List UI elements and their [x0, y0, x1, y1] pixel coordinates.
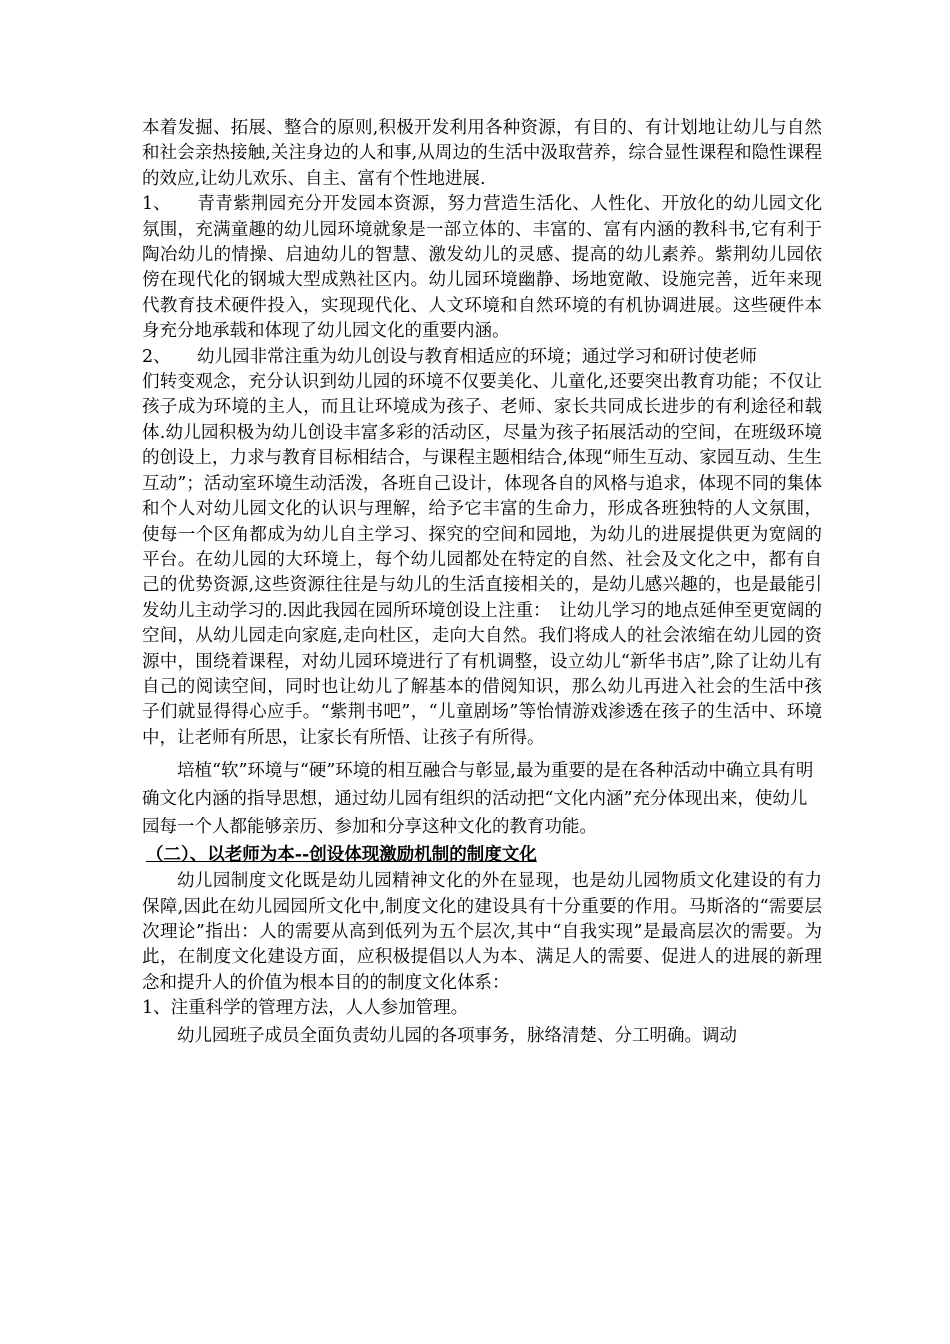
document-page	[142, 116, 822, 1050]
list-item-management: 1、注重科学的管理方法，人人参加管理。	[142, 998, 469, 1019]
list-item-text: 青青紫荆园充分开发园本资源，努力营造生活化、人性化、开放化的幼儿园文化氛围，充满童趣的幼儿园环境就象是一部立体的、丰富的、富有内涵的教科书,它有利于陶冶幼儿的情操、启迪幼儿的智慧、激发幼儿的灵感、提高的幼儿素养。紫荆幼儿园依傍在现代化的钢城大型成熟社区内。幼儿园环境幽静、场地宽敞、设施完善，近年来现代教育技术硬件投入，实现现代化、人文环境和自然环境的有机协调进展。这些硬件本身充分地承载和体现了幼儿园文化的重要内涵。	[142, 194, 822, 342]
paragraph-system-culture: 幼儿园制度文化既是幼儿园精神文化的外在显现，也是幼儿园物质文化建设的有力保障,因此在幼儿园园所文化中,制度文化的建设具有十分重要的作用。马斯洛的“需要层次理论”指出：人的需要从高到低列为五个层次,其中“自我实现”是最高层次的需要。为此，在制度文化建设方面，应积极提倡以人为本、满足人的需要、促进人的进展的新理念和提升人的价值为根本目的的制度文化体系：	[142, 871, 822, 993]
paragraph-resource-principle: 本着发掘、拓展、整合的原则,积极开发利用各种资源，有目的、有计划地让幼儿与自然和社会亲热接触,关注身边的人和事,从周边的生活中汲取营养，综合显性课程和隐性课程的效应,让幼儿欢乐、自主、富有个性地进展.	[142, 118, 822, 189]
section-heading: （二）、以老师为本--创设体现激励机制的制度文化	[146, 845, 537, 866]
list-number: 1、	[142, 194, 171, 215]
paragraph-environment: 们转变观念，充分认识到幼儿园的环境不仅要美化、儿童化,还要突出教育功能；不仅让孩子成为环境的主人，而且让环境成为孩子、老师、家长共同成长进步的有利途径和载体.幼儿园积极为幼儿创设丰富多彩的活动区，尽量为孩子拓展活动的空间，在班级环境的创设上，力求与教育目标相结合，与课程主题相结合,体现“师生互动、家园互动、生生互动”；活动室环境生动活泼，各班自己设计，体现各自的风格与追求，体现不同的集体和个人对幼儿园文化的认识与理解，给予它丰富的生命力，形成各班独特的人文氛围，使每一个区角都成为幼儿自主学习、探究的空间和园地，为幼儿的进展提供更为宽阔的平台。在幼儿园的大环境上，每个幼儿园都处在特定的自然、社会及文化之中，都有自己的优势资源,这些资源往往是与幼儿的生活直接相关的，是幼儿感兴趣的，也是最能引发幼儿主动学习的.因此我园在园所环境创设上注重： 让幼儿学习的地点延伸至更宽阔的空间，从幼儿园走向家庭,走向杜区，走向大自然。我们将成人的社会浓缩在幼儿园的资源中，围绕着课程，对幼儿园环境进行了有机调整，设立幼儿“新华书店”,除了让幼儿有自己的阅读空间，同时也让幼儿了解基本的借阅知识，那么幼儿再进入社会的生活中孩子们就显得得心应手。“紫荆书吧”，“儿童剧场”等怡情游戏渗透在孩子的生活中、环境中，让老师有所思，让家长有所悟、让孩子有所得。	[142, 372, 822, 748]
list-item-text: 幼儿园非常注重为幼儿创设与教育相适应的环境；通过学习和研讨使老师	[197, 346, 757, 367]
paragraph-soft-hard-environment: 培植“软”环境与“硬”环境的相互融合与彰显,最为重要的是在各种活动中确立具有明确文化内涵的指导思想，通过幼儿园有组织的活动把“文化内涵”充分体现出来，使幼儿园每一个人都能够亲历、参加和分享这种文化的教育功能。	[142, 761, 814, 838]
paragraph-leadership: 幼儿园班子成员全面负责幼儿园的各项事务，脉络清楚、分工明确。调动	[177, 1025, 737, 1046]
list-number: 2、	[142, 346, 171, 367]
list-item-2	[142, 345, 822, 370]
list-item-1	[142, 192, 822, 344]
